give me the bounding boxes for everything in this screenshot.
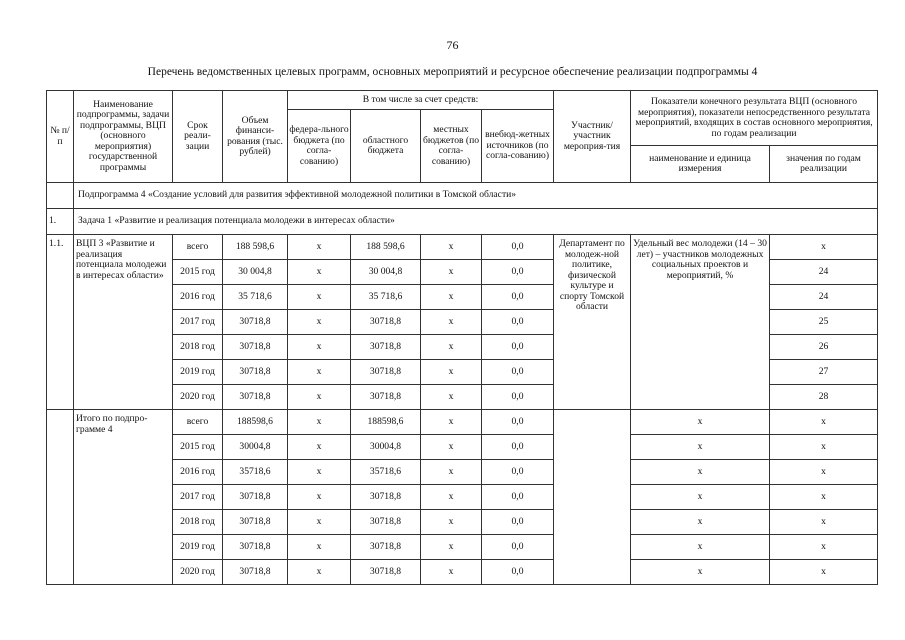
cell-year: 2019 год xyxy=(173,360,223,385)
cell-value: x xyxy=(770,410,878,435)
cell-ind: x xyxy=(631,560,770,585)
cell-regional: 30718,8 xyxy=(351,360,421,385)
cell-value: 24 xyxy=(770,260,878,285)
cell-year: 2015 год xyxy=(173,435,223,460)
cell-value: 27 xyxy=(770,360,878,385)
cell-federal: x xyxy=(288,310,351,335)
cell-year: 2020 год xyxy=(173,385,223,410)
table-row xyxy=(47,235,878,260)
header-term: Срок реали-зации xyxy=(173,91,223,183)
header-local: местных бюджетов (по согла-сованию) xyxy=(421,110,482,183)
cell-regional: 30 004,8 xyxy=(351,260,421,285)
cell-local: x xyxy=(421,535,482,560)
cell-local: x xyxy=(421,560,482,585)
cell-local: x xyxy=(421,460,482,485)
cell-federal: x xyxy=(288,535,351,560)
cell-year: 2018 год xyxy=(173,335,223,360)
cell-local: x xyxy=(421,435,482,460)
header-volume: Объем финанси-рования (тыс. рублей) xyxy=(223,91,288,183)
cell-value: x xyxy=(770,435,878,460)
task-num: 1. xyxy=(47,209,74,235)
cell-volume: 188 598,6 xyxy=(223,235,288,260)
cell-value: x xyxy=(770,485,878,510)
cell-extra: 0,0 xyxy=(482,510,554,535)
cell-federal: x xyxy=(288,510,351,535)
header-ind-name: наименование и единица измерения xyxy=(631,146,770,183)
cell-volume: 30718,8 xyxy=(223,485,288,510)
cell-extra: 0,0 xyxy=(482,535,554,560)
subprogram-title: Подпрограмма 4 «Создание условий для развития эффективной молодежной политики в Томской области» xyxy=(74,183,878,209)
cell-volume: 30004,8 xyxy=(223,435,288,460)
cell-federal: x xyxy=(288,560,351,585)
cell-regional: 30718,8 xyxy=(351,485,421,510)
cell-year: 2019 год xyxy=(173,535,223,560)
cell-regional: 30004,8 xyxy=(351,435,421,460)
cell-federal: x xyxy=(288,360,351,385)
cell-regional: 30718,8 xyxy=(351,310,421,335)
cell-regional: 30718,8 xyxy=(351,510,421,535)
total-participant xyxy=(554,410,631,585)
cell-extra: 0,0 xyxy=(482,260,554,285)
page-number: 76 xyxy=(446,38,459,52)
cell-volume: 30718,8 xyxy=(223,560,288,585)
cell-regional: 30718,8 xyxy=(351,560,421,585)
header-sources: В том числе за счет средств: xyxy=(288,91,554,110)
cell-volume: 30718,8 xyxy=(223,385,288,410)
cell-extra: 0,0 xyxy=(482,485,554,510)
cell-volume: 30718,8 xyxy=(223,535,288,560)
cell-volume: 30718,8 xyxy=(223,335,288,360)
cell-local: x xyxy=(421,235,482,260)
cell-extra: 0,0 xyxy=(482,435,554,460)
cell-value: 25 xyxy=(770,310,878,335)
cell-year: 2015 год xyxy=(173,260,223,285)
cell-federal: x xyxy=(288,335,351,360)
cell-ind: x xyxy=(631,435,770,460)
header-regional: областного бюджета xyxy=(351,110,421,183)
cell-federal: x xyxy=(288,485,351,510)
header-ind-values: значения по годам реализации xyxy=(770,146,878,183)
cell-extra: 0,0 xyxy=(482,360,554,385)
header-num: № п/п xyxy=(47,91,74,183)
cell-value: x xyxy=(770,535,878,560)
cell-local: x xyxy=(421,510,482,535)
cell-volume: 30718,8 xyxy=(223,310,288,335)
cell-extra: 0,0 xyxy=(482,235,554,260)
cell-ind: x xyxy=(631,485,770,510)
empty-cell xyxy=(47,183,74,209)
vcp-num: 1.1. xyxy=(47,235,74,410)
program-table xyxy=(46,90,878,585)
cell-ind: x xyxy=(631,410,770,435)
header-extra: внебюд-жетных источников (по согла-сованию) xyxy=(482,110,554,183)
cell-ind: x xyxy=(631,535,770,560)
cell-regional: 188 598,6 xyxy=(351,235,421,260)
cell-local: x xyxy=(421,360,482,385)
cell-value: 28 xyxy=(770,385,878,410)
cell-federal: x xyxy=(288,260,351,285)
cell-year: всего xyxy=(173,410,223,435)
cell-local: x xyxy=(421,485,482,510)
cell-value: 24 xyxy=(770,285,878,310)
cell-federal: x xyxy=(288,385,351,410)
cell-regional: 30718,8 xyxy=(351,335,421,360)
cell-year: 2020 год xyxy=(173,560,223,585)
empty-cell xyxy=(47,410,74,585)
cell-volume: 30718,8 xyxy=(223,510,288,535)
cell-volume: 30718,8 xyxy=(223,360,288,385)
cell-year: всего xyxy=(173,235,223,260)
cell-volume: 30 004,8 xyxy=(223,260,288,285)
cell-value: x xyxy=(770,510,878,535)
cell-federal: x xyxy=(288,435,351,460)
vcp-indicator: Удельный вес молодежи (14 – 30 лет) – участников молодежных социальных проектов и мероприятий, % xyxy=(631,235,770,410)
header-indicators: Показатели конечного результата ВЦП (основного мероприятия), показатели непосредственного результата мероприятий, входящих в состав основного мероприятия, по годам реализации xyxy=(631,91,878,146)
cell-year: 2017 год xyxy=(173,485,223,510)
cell-extra: 0,0 xyxy=(482,335,554,360)
cell-ind: x xyxy=(631,510,770,535)
cell-extra: 0,0 xyxy=(482,385,554,410)
task-title: Задача 1 «Развитие и реализация потенциала молодежи в интересах области» xyxy=(74,209,878,235)
cell-year: 2017 год xyxy=(173,310,223,335)
cell-local: x xyxy=(421,410,482,435)
vcp-name: ВЦП 3 «Развитие и реализация потенциала молодежи в интересах области» xyxy=(74,235,173,410)
cell-extra: 0,0 xyxy=(482,460,554,485)
cell-local: x xyxy=(421,260,482,285)
cell-year: 2016 год xyxy=(173,285,223,310)
cell-year: 2018 год xyxy=(173,510,223,535)
cell-regional: 35718,6 xyxy=(351,460,421,485)
table-row xyxy=(47,410,878,435)
total-name: Итого по подпро-грамме 4 xyxy=(74,410,173,585)
cell-local: x xyxy=(421,385,482,410)
cell-local: x xyxy=(421,310,482,335)
cell-year: 2016 год xyxy=(173,460,223,485)
vcp-participant: Департамент по молодеж-ной политике, физической культуре и спорту Томской области xyxy=(554,235,631,410)
cell-federal: x xyxy=(288,410,351,435)
page-title: Перечень ведомственных целевых программ, основных мероприятий и ресурсное обеспечение реализации подпрограммы 4 xyxy=(147,66,758,78)
cell-extra: 0,0 xyxy=(482,285,554,310)
cell-value: x xyxy=(770,560,878,585)
cell-regional: 30718,8 xyxy=(351,535,421,560)
header-participant: Участник/ участник мероприя-тия xyxy=(554,91,631,183)
cell-regional: 188598,6 xyxy=(351,410,421,435)
header-federal: федера-льного бюджета (по согла-сованию) xyxy=(288,110,351,183)
cell-ind: x xyxy=(631,460,770,485)
cell-federal: x xyxy=(288,460,351,485)
header-name: Наименование подпрограммы, задачи подпрограммы, ВЦП (основного мероприятия) государственной программы xyxy=(74,91,173,183)
cell-local: x xyxy=(421,335,482,360)
cell-local: x xyxy=(421,285,482,310)
cell-extra: 0,0 xyxy=(482,410,554,435)
cell-regional: 35 718,6 xyxy=(351,285,421,310)
cell-volume: 35 718,6 xyxy=(223,285,288,310)
cell-volume: 188598,6 xyxy=(223,410,288,435)
cell-extra: 0,0 xyxy=(482,310,554,335)
cell-value: x xyxy=(770,460,878,485)
cell-regional: 30718,8 xyxy=(351,385,421,410)
cell-volume: 35718,6 xyxy=(223,460,288,485)
cell-value: 26 xyxy=(770,335,878,360)
cell-extra: 0,0 xyxy=(482,560,554,585)
cell-federal: x xyxy=(288,235,351,260)
cell-federal: x xyxy=(288,285,351,310)
cell-value: x xyxy=(770,235,878,260)
